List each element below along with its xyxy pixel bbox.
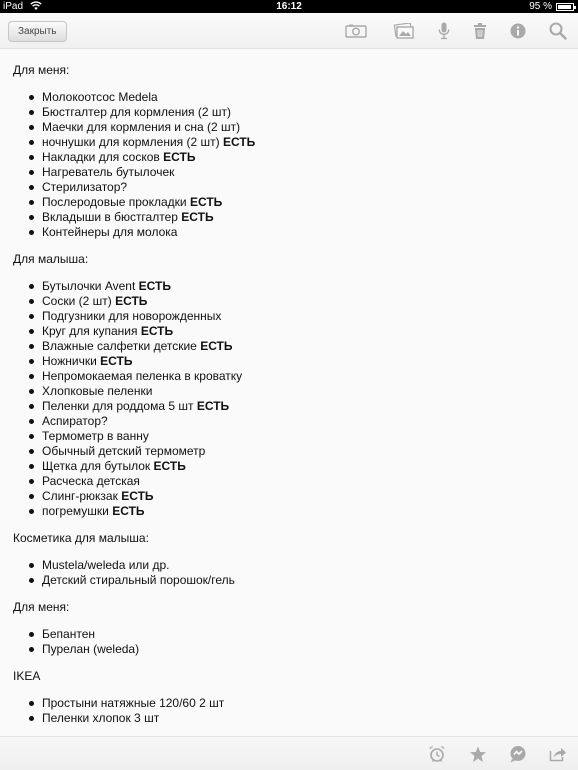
item-text: Аспиратор? xyxy=(42,414,108,428)
microphone-icon[interactable] xyxy=(433,22,455,40)
item-text: Соски (2 шт) xyxy=(42,294,112,308)
item-text: погремушки xyxy=(42,504,109,518)
item-text: Круг для купания xyxy=(42,324,138,338)
search-icon[interactable] xyxy=(547,22,569,40)
item-text: Расческа детская xyxy=(42,474,140,488)
list-item xyxy=(13,210,565,225)
item-text: Накладки для сосков xyxy=(42,150,160,164)
have-it-mark: ЕСТЬ xyxy=(153,459,186,473)
checklist xyxy=(13,279,565,519)
section-title: Для меня: xyxy=(13,63,70,77)
have-it-mark: ЕСТЬ xyxy=(121,489,154,503)
list-item xyxy=(13,474,565,489)
list-item xyxy=(13,324,565,339)
section-title: Для малыша: xyxy=(13,252,89,266)
list-item xyxy=(13,354,565,369)
section-title: IKEA xyxy=(13,669,41,683)
list-item xyxy=(13,165,565,180)
note-app xyxy=(0,13,578,770)
list-item xyxy=(13,414,565,429)
item-text: Влажные салфетки детские xyxy=(42,339,197,353)
have-it-mark: ЕСТЬ xyxy=(112,504,145,518)
checklist xyxy=(13,627,565,657)
item-text: Нагреватель бутылочек xyxy=(42,165,175,179)
list-item xyxy=(13,384,565,399)
note-section xyxy=(13,600,565,657)
item-text: Простыни натяжные 120/60 2 шт xyxy=(42,696,225,710)
have-it-mark: ЕСТЬ xyxy=(138,279,171,293)
item-text: Контейнеры для молока xyxy=(42,225,178,239)
item-text: Пурелан (weleda) xyxy=(42,642,140,656)
list-item xyxy=(13,627,565,642)
have-it-mark: ЕСТЬ xyxy=(181,210,214,224)
item-text: Молокоотсос Medela xyxy=(42,90,158,104)
item-text: Бюстгалтер для кормления (2 шт) xyxy=(42,105,231,119)
item-text: Маечки для кормления и сна (2 шт) xyxy=(42,120,241,134)
list-item xyxy=(13,105,565,120)
checklist xyxy=(13,558,565,588)
item-text: Подгузники для новорожденных xyxy=(42,309,222,323)
list-item xyxy=(13,558,565,573)
list-item xyxy=(13,369,565,384)
carrier-label: iPad xyxy=(3,1,24,12)
item-text: Термометр в ванну xyxy=(42,429,149,443)
trash-icon[interactable] xyxy=(469,22,491,40)
top-toolbar xyxy=(0,13,578,49)
item-text: Вкладыши в бюстгалтер xyxy=(42,210,178,224)
list-item xyxy=(13,429,565,444)
have-it-mark: ЕСТЬ xyxy=(196,399,230,413)
battery-percent: 95 % xyxy=(529,1,552,12)
item-text: Щетка для бутылок xyxy=(42,459,151,473)
have-it-mark: ЕСТЬ xyxy=(189,195,223,209)
item-text: Детский стиральный порошок/гель xyxy=(42,573,235,587)
item-text: ночнушки для кормления (2 шт) xyxy=(42,135,220,149)
close-button[interactable]: Закрыть xyxy=(8,21,67,42)
list-item xyxy=(13,444,565,459)
note-body[interactable] xyxy=(0,50,578,746)
list-item xyxy=(13,504,565,519)
list-item xyxy=(13,225,565,240)
item-text: Mustela/weleda или др. xyxy=(42,558,170,572)
list-item xyxy=(13,90,565,105)
item-text: Бутылочки Avent xyxy=(42,279,136,293)
item-text: Ножнички xyxy=(42,354,97,368)
list-item xyxy=(13,711,565,726)
note-section xyxy=(13,63,565,240)
status-bar xyxy=(0,0,578,13)
list-item xyxy=(13,339,565,354)
list-item xyxy=(13,279,565,294)
item-text: Непромокаемая пеленка в кроватку xyxy=(42,369,243,383)
list-item xyxy=(13,696,565,711)
list-item xyxy=(13,120,565,135)
have-it-mark: ЕСТЬ xyxy=(100,354,133,368)
list-item xyxy=(13,135,565,150)
share-icon[interactable] xyxy=(549,746,567,762)
note-section xyxy=(13,252,565,519)
item-text: Слинг-рюкзак xyxy=(42,489,118,503)
item-text: Бепантен xyxy=(42,627,96,641)
star-icon[interactable] xyxy=(469,746,487,762)
camera-icon[interactable] xyxy=(345,22,367,40)
list-item xyxy=(13,459,565,474)
item-text: Пеленки для роддома 5 шт xyxy=(42,399,194,413)
have-it-mark: ЕСТЬ xyxy=(200,339,233,353)
list-item xyxy=(13,195,565,210)
list-item xyxy=(13,180,565,195)
list-item xyxy=(13,642,565,657)
section-title: Для меня: xyxy=(13,600,70,614)
info-icon[interactable] xyxy=(507,22,529,40)
battery-icon xyxy=(556,3,574,11)
list-item xyxy=(13,294,565,309)
checklist xyxy=(13,90,565,240)
item-text: Стерилизатор? xyxy=(42,180,128,194)
note-section xyxy=(13,669,565,726)
image-icon[interactable] xyxy=(393,22,415,40)
alarm-clock-icon[interactable] xyxy=(428,746,446,762)
item-text: Пеленки хлопок 3 шт xyxy=(42,711,160,725)
list-item xyxy=(13,399,565,414)
checklist xyxy=(13,696,565,726)
list-item xyxy=(13,489,565,504)
bottom-toolbar xyxy=(0,736,578,770)
list-item xyxy=(13,573,565,588)
have-it-mark: ЕСТЬ xyxy=(140,324,174,338)
item-text: Послеродовые прокладки xyxy=(42,195,187,209)
item-text: Хлопковые пеленки xyxy=(42,384,153,398)
clock: 16:12 xyxy=(276,1,302,12)
chat-icon[interactable] xyxy=(509,746,527,762)
item-text: Обычный детский термометр xyxy=(42,444,206,458)
have-it-mark: ЕСТЬ xyxy=(163,150,196,164)
have-it-mark: ЕСТЬ xyxy=(222,135,256,149)
list-item xyxy=(13,309,565,324)
have-it-mark: ЕСТЬ xyxy=(115,294,148,308)
note-section xyxy=(13,531,565,588)
section-title: Косметика для малыша: xyxy=(13,531,149,545)
list-item xyxy=(13,150,565,165)
